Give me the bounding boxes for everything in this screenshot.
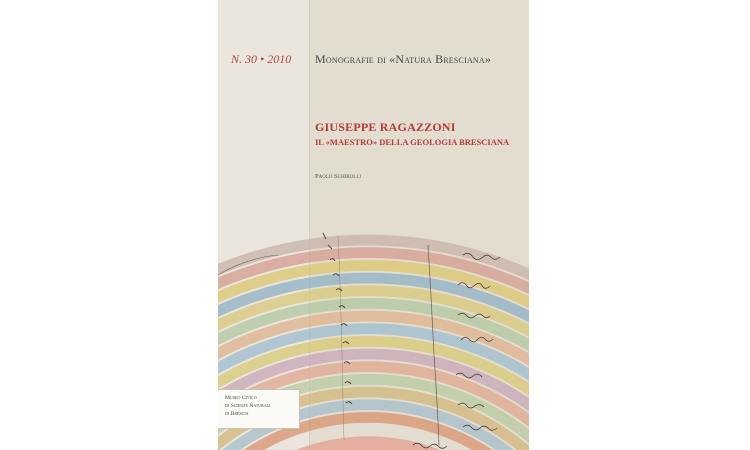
book-subtitle: IL «MAESTRO» DELLA GEOLOGIA BRESCIANA [315,137,510,147]
book-cover [218,0,529,450]
series-number: N. 30 • 2010 [231,52,292,66]
publisher-box [218,389,300,429]
author-name: Paolo Schirolli [315,173,362,180]
publisher-line: Museo Civico [225,395,257,401]
publisher-line: di Scienze Naturali [225,403,271,409]
book-title: GIUSEPPE RAGAZZONI [315,120,456,134]
publisher-line: di Brescia [225,411,249,417]
series-title: Monografie di «Natura Bresciana» [315,52,492,66]
